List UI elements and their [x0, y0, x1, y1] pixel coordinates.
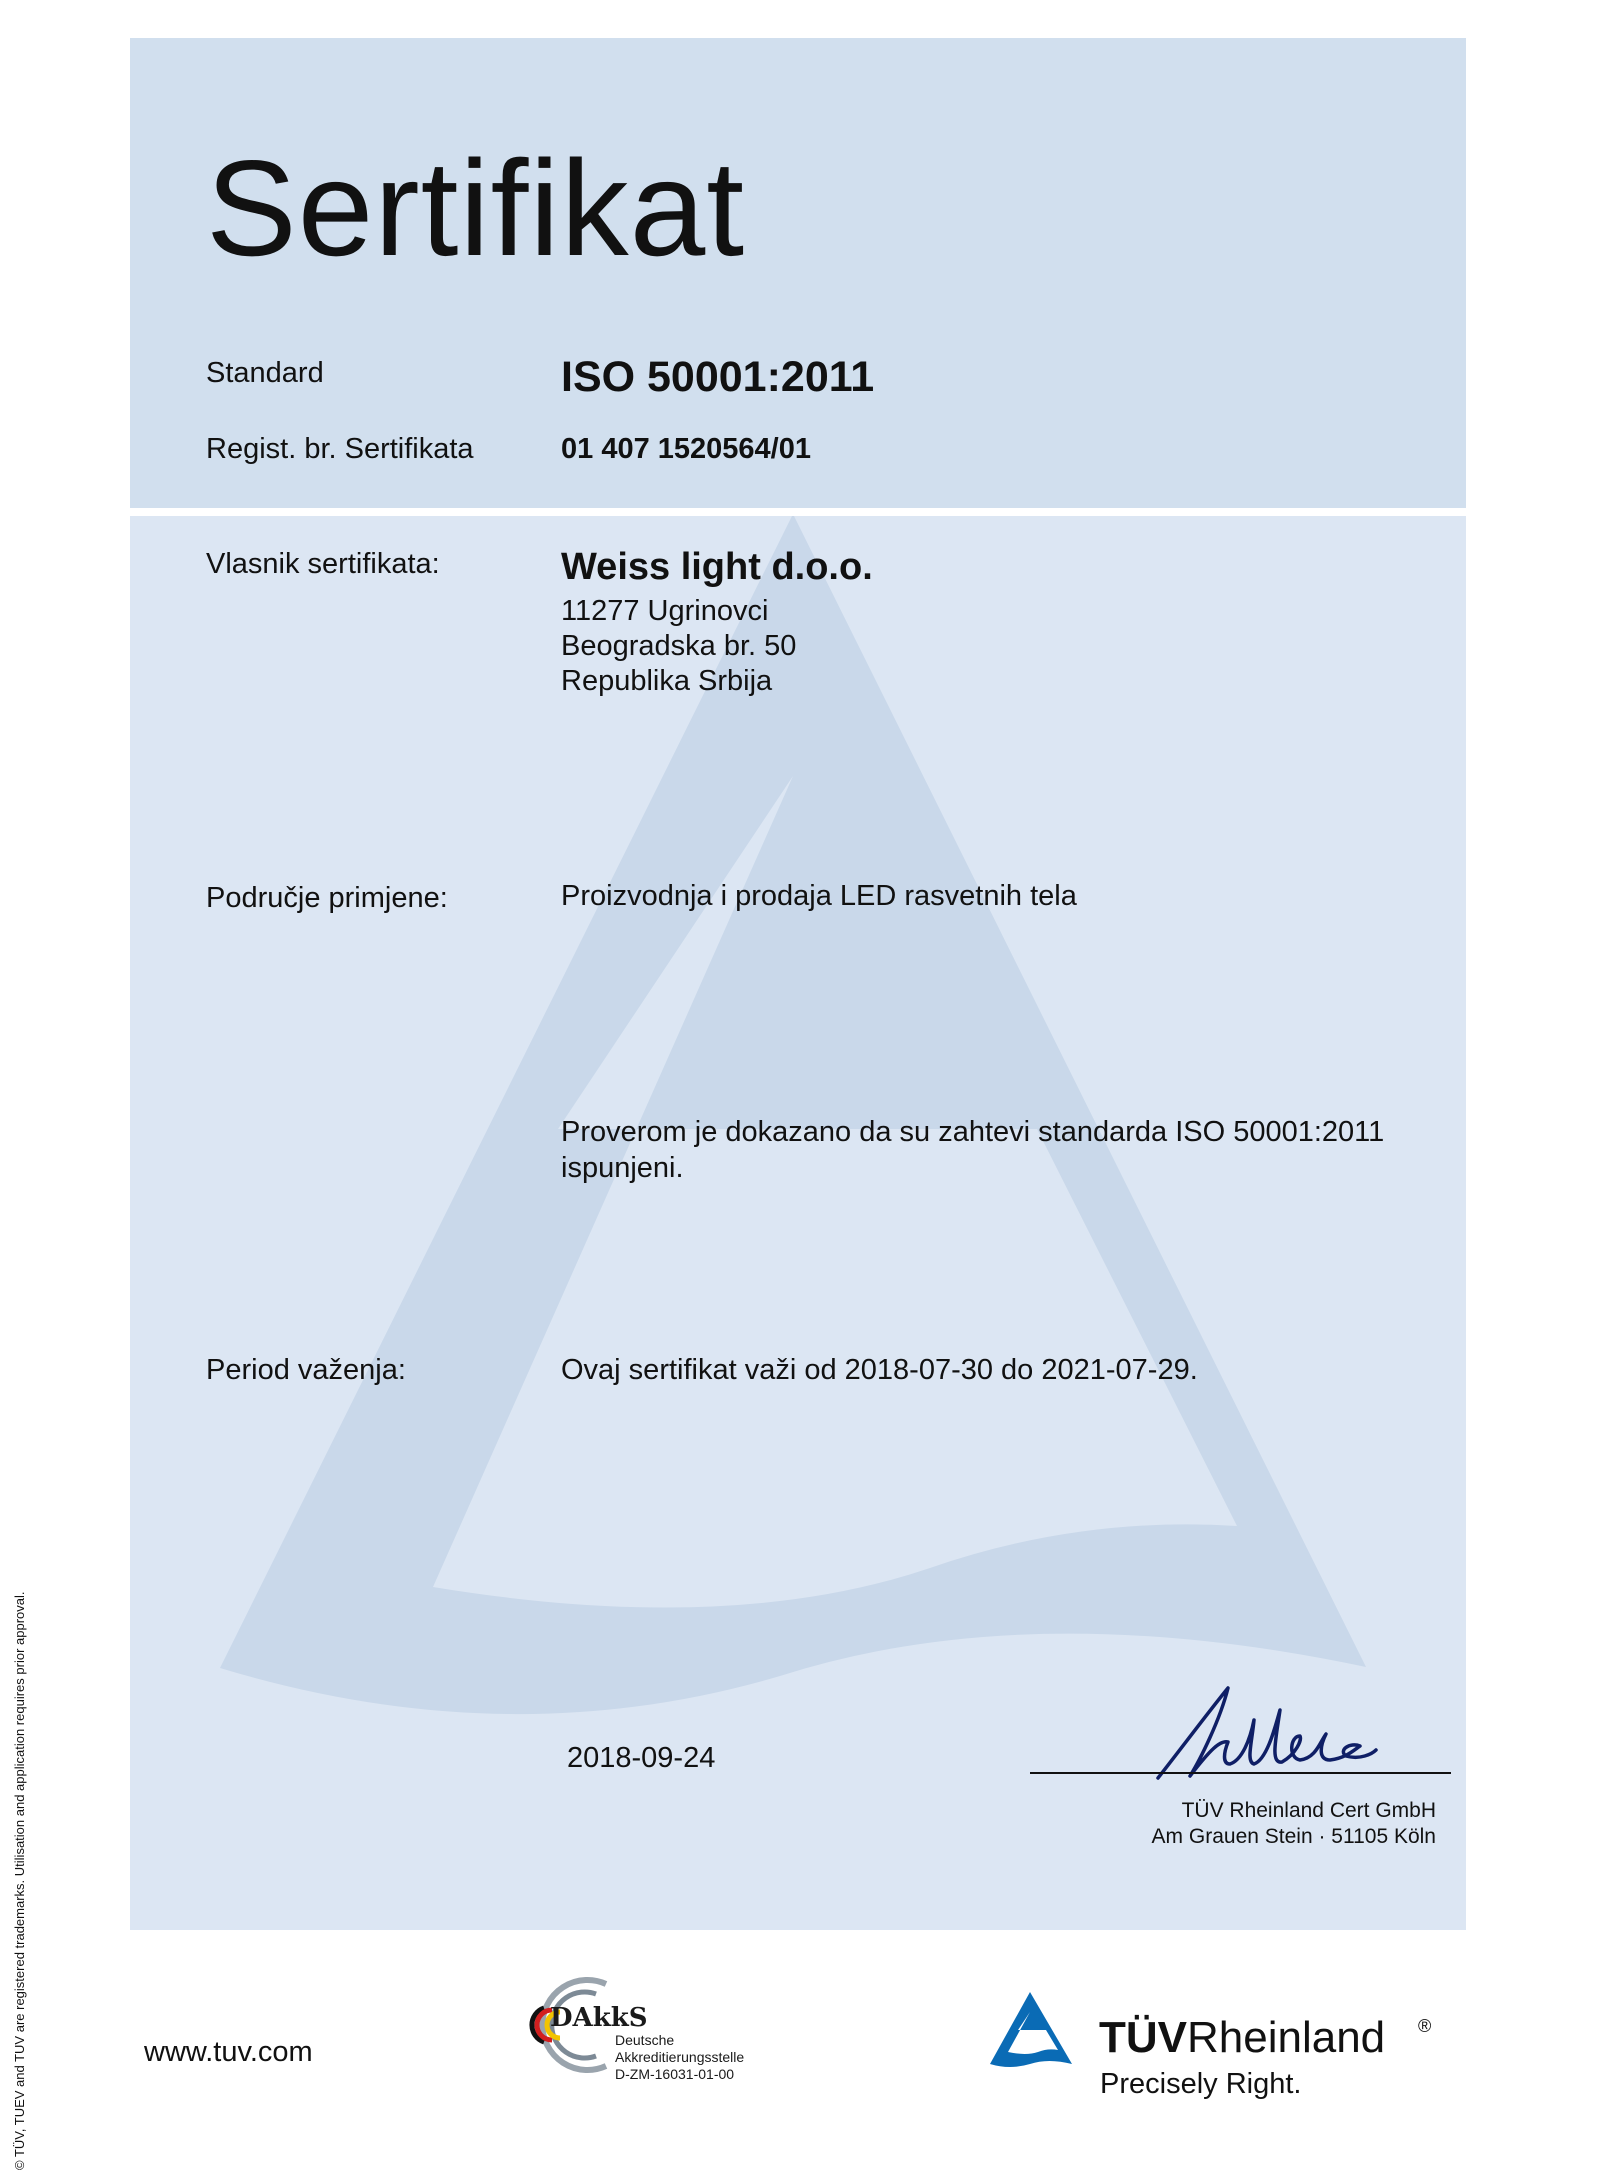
signature-line: [1030, 1772, 1451, 1774]
registered-mark: ®: [1418, 2016, 1431, 2037]
dakks-subtitle: Akkreditierungsstelle: [615, 2049, 744, 2065]
owner-address-line: 11277 Ugrinovci: [561, 594, 768, 629]
issuer-name: TÜV Rheinland Cert GmbH: [1182, 1799, 1436, 1823]
tuv-triangle-logo: [986, 1990, 1076, 2070]
trademark-note: © TÜV, TUEV and TUV are registered trademarks. Utilisation and application requires prior approval.: [12, 1592, 27, 2170]
certificate-title: Sertifikat: [206, 140, 745, 276]
dakks-name: DAkkS: [550, 2003, 648, 2033]
brand-part-bold: TÜV: [1099, 2013, 1187, 2062]
brand-tagline: Precisely Right.: [1100, 2068, 1301, 2101]
issue-date: 2018-09-24: [567, 1742, 715, 1775]
owner-label: Vlasnik sertifikata:: [206, 548, 440, 581]
dakks-subtitle: Deutsche: [615, 2032, 674, 2048]
owner-address-line: Republika Srbija: [561, 664, 772, 699]
standard-label: Standard: [206, 357, 324, 390]
issuer-address: Am Grauen Stein · 51105 Köln: [1152, 1825, 1436, 1849]
scope-value: Proizvodnja i prodaja LED rasvetnih tela: [561, 880, 1077, 913]
compliance-statement: Proverom je dokazano da su zahtevi standarda ISO 50001:2011: [561, 1116, 1384, 1149]
registration-label: Regist. br. Sertifikata: [206, 433, 474, 466]
standard-value: ISO 50001:2011: [561, 353, 874, 402]
website-link[interactable]: www.tuv.com: [144, 2036, 313, 2069]
owner-address-line: Beogradska br. 50: [561, 629, 796, 664]
compliance-statement-cont: ispunjeni.: [561, 1152, 684, 1185]
brand-part-regular: Rheinland: [1187, 2013, 1385, 2062]
validity-value: Ovaj sertifikat važi od 2018-07-30 do 2021-07-29.: [561, 1354, 1198, 1387]
dakks-accreditation-number: D-ZM-16031-01-00: [615, 2066, 734, 2082]
registration-value: 01 407 1520564/01: [561, 433, 811, 466]
scope-label: Područje primjene:: [206, 882, 448, 915]
tuv-rheinland-wordmark: [1099, 2013, 1385, 2063]
validity-label: Period važenja:: [206, 1354, 406, 1387]
owner-name: Weiss light d.o.o.: [561, 546, 873, 589]
